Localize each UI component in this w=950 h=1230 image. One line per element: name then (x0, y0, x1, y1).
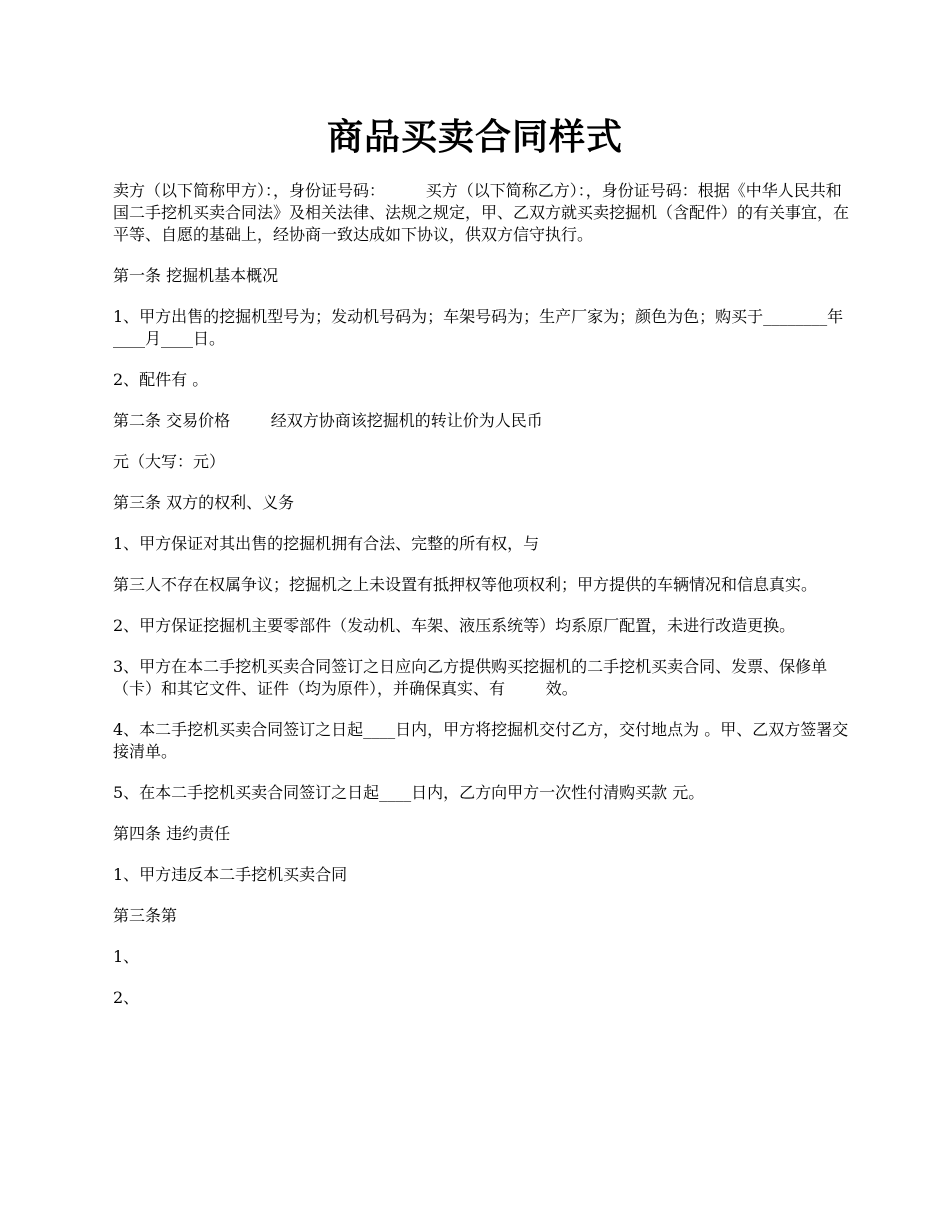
article-3-item-5: 5、在本二手挖机买卖合同签订之日起____日内，乙方向甲方一次性付清购买款 元。 (113, 783, 705, 802)
article-2-heading: 第二条 交易价格 经双方协商该挖掘机的转让价为人民币 (113, 411, 543, 430)
article-4-ref: 第三条第 (113, 906, 178, 925)
document-body (113, 180, 853, 1009)
article-3-heading: 第三条 双方的权利、义务 (113, 493, 295, 512)
article-1-item-1: 1、甲方出售的挖掘机型号为；发动机号码为；车架号码为；生产厂家为；颜色为色；购买于________年____月____日。 (113, 307, 844, 348)
article-4-sub-2: 2、 (113, 988, 140, 1007)
article-4-heading: 第四条 违约责任 (113, 824, 231, 843)
intro-paragraph: 卖方（以下简称甲方）：，身份证号码： 买方（以下简称乙方）：，身份证号码：根据《中华人民共和国二手挖机买卖合同法》及相关法律、法规之规定，甲、乙双方就买卖挖掘机（含配件）的有关事宜，在平等、自愿的基础上，经协商一致达成如下协议，供双方信守执行。 (113, 181, 850, 244)
article-3-item-1: 1、甲方保证对其出售的挖掘机拥有合法、完整的所有权，与 (113, 534, 540, 553)
article-1-item-2: 2、配件有 。 (113, 370, 209, 389)
article-3-item-1-cont: 第三人不存在权属争议；挖掘机之上未设置有抵押权等他项权利；甲方提供的车辆情况和信息真实。 (113, 575, 818, 594)
article-2-price: 元（大写：元） (113, 452, 226, 471)
article-1-heading: 第一条 挖掘机基本概况 (113, 266, 279, 285)
article-3-item-4: 4、本二手挖机买卖合同签订之日起____日内，甲方将挖掘机交付乙方，交付地点为 。甲、乙双方签署交接清单。 (113, 720, 849, 761)
article-3-item-3: 3、甲方在本二手挖机买卖合同签订之日应向乙方提供购买挖掘机的二手挖机买卖合同、发票、保修单（卡）和其它文件、证件（均为原件），并确保真实、有 效。 (113, 657, 828, 698)
article-4-item-1: 1、甲方违反本二手挖机买卖合同 (113, 865, 348, 884)
document-title: 商品买卖合同样式 (326, 116, 623, 158)
article-4-sub-1: 1、 (113, 947, 140, 966)
article-3-item-2: 2、甲方保证挖掘机主要零部件（发动机、车架、液压系统等）均系原厂配置，未进行改造更换。 (113, 616, 796, 635)
